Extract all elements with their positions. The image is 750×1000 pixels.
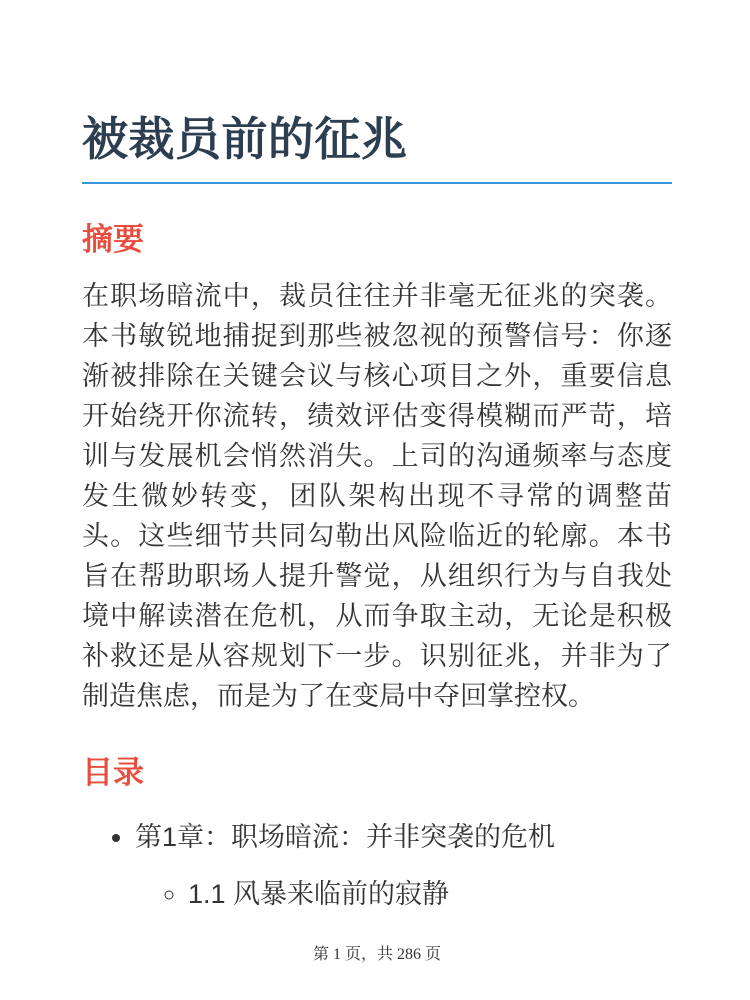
toc-list xyxy=(82,817,672,914)
toc-item-label: 第1章：职场暗流：并非突袭的危机 xyxy=(135,821,556,852)
toc-subitem-label: 1.1 风暴来临前的寂静 xyxy=(188,878,450,909)
title-divider xyxy=(82,182,672,184)
abstract-heading: 摘要 xyxy=(82,222,144,258)
toc-sublist xyxy=(135,874,672,914)
page-title: 被裁员前的征兆 xyxy=(82,113,408,165)
page-number-footer: 第 1 页，共 286 页 xyxy=(312,945,441,963)
toc-subitem-1-1 xyxy=(188,874,672,914)
abstract-paragraph: 在职场暗流中，裁员往往并非毫无征兆的突袭。本书敏锐地捕捉到那些被忽视的预警信号：你逐渐被排除在关键会议与核心项目之外，重要信息开始绕开你流转，绩效评估变得模糊而严苛，培训与发展机会悄然消失。上司的沟通频率与态度发生微妙转变，团队架构出现不寻常的调整苗头。这些细节共同勾勒出风险临近的轮廓。本书旨在帮助职场人提升警觉，从组织行为与自我处境中解读潜在危机，从而争取主动，无论是积极补救还是从容规划下一步。识别征兆，并非为了制造焦虑，而是为了在变局中夺回掌控权。 xyxy=(82,281,672,712)
toc-heading: 目录 xyxy=(82,755,144,791)
toc-item-chapter-1 xyxy=(135,817,672,914)
